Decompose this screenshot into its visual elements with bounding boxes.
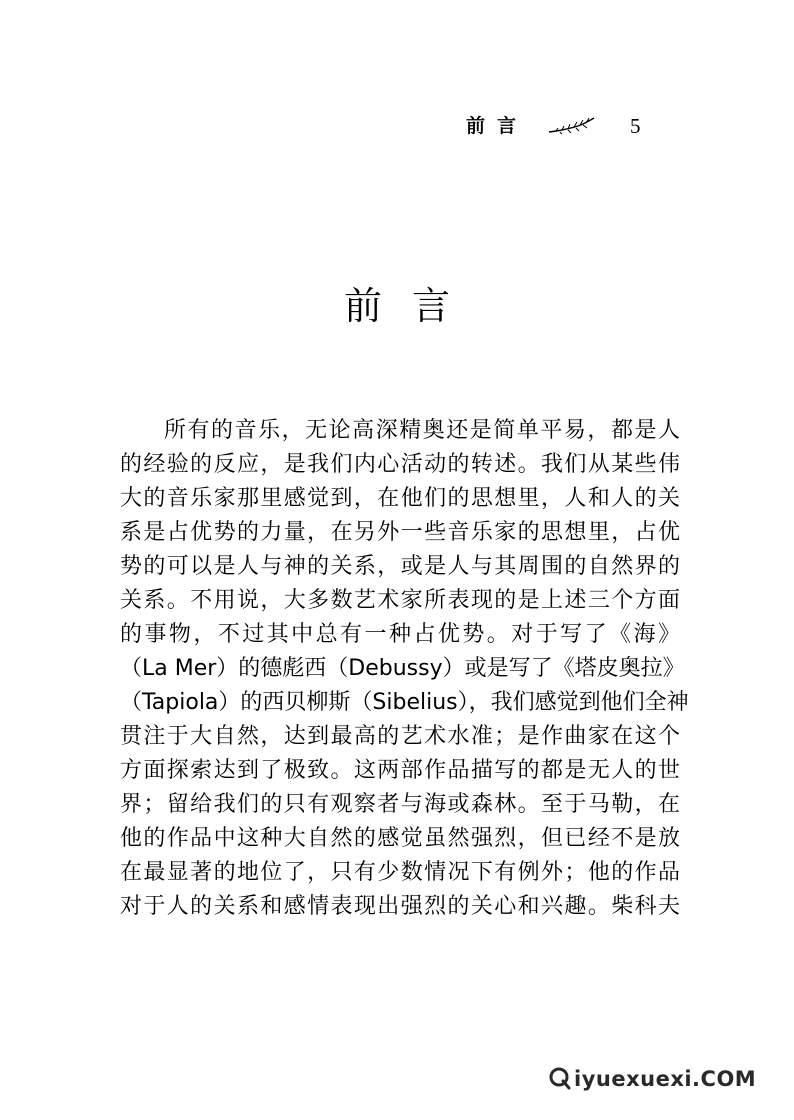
text-line: 关系。不用说，大多数艺术家所表现的是上述三个方面 xyxy=(120,588,680,613)
text-line: （La Mer）的德彪西（Debussy）或是写了《塔皮奥拉》 xyxy=(120,656,685,681)
running-head xyxy=(466,112,596,140)
text-line: 贯注于大自然，达到最高的艺术水准；是作曲家在这个 xyxy=(120,724,680,749)
text-line: 所有的音乐，无论高深精奥还是简单平易，都是人 xyxy=(164,418,680,443)
text-line: 对于人的关系和感情表现出强烈的关心和兴趣。柴科夫 xyxy=(120,894,680,919)
page-number: 5 xyxy=(630,114,641,138)
text-line: （Tapiola）的西贝柳斯（Sibelius），我们感觉到他们全神 xyxy=(120,690,689,715)
text-line: 势的可以是人与神的关系，或是人与其周围的自然界的 xyxy=(120,554,680,579)
text-line: 大的音乐家那里感觉到，在他们的思想里，人和人的关 xyxy=(120,486,680,511)
text-line: 界；留给我们的只有观察者与海或森林。至于马勒，在 xyxy=(120,792,680,817)
text-line: 方面探索达到了极致。这两部作品描写的都是无人的世 xyxy=(120,758,680,783)
body-paragraph xyxy=(120,414,689,924)
text-line: 他的作品中这种大自然的感觉虽然强烈，但已经不是放 xyxy=(120,826,680,851)
text-line: 的经验的反应，是我们内心活动的转述。我们从某些伟 xyxy=(120,452,680,477)
ornament-flourish-icon xyxy=(548,116,596,136)
text-line: 在最显著的地位了，只有少数情况下有例外；他的作品 xyxy=(120,860,680,885)
watermark-text: iyuexuexi.COM xyxy=(574,1067,757,1091)
site-watermark xyxy=(548,1066,756,1091)
text-line: 的事物，不过其中总有一种占优势。对于写了《海》 xyxy=(120,622,680,647)
running-head-title: 前言 xyxy=(466,115,529,137)
text-line: 系是占优势的力量，在另外一些音乐家的思想里，占优 xyxy=(120,520,680,545)
site-logo-q-icon xyxy=(548,1066,572,1090)
chapter-title: 前言 xyxy=(343,284,480,328)
